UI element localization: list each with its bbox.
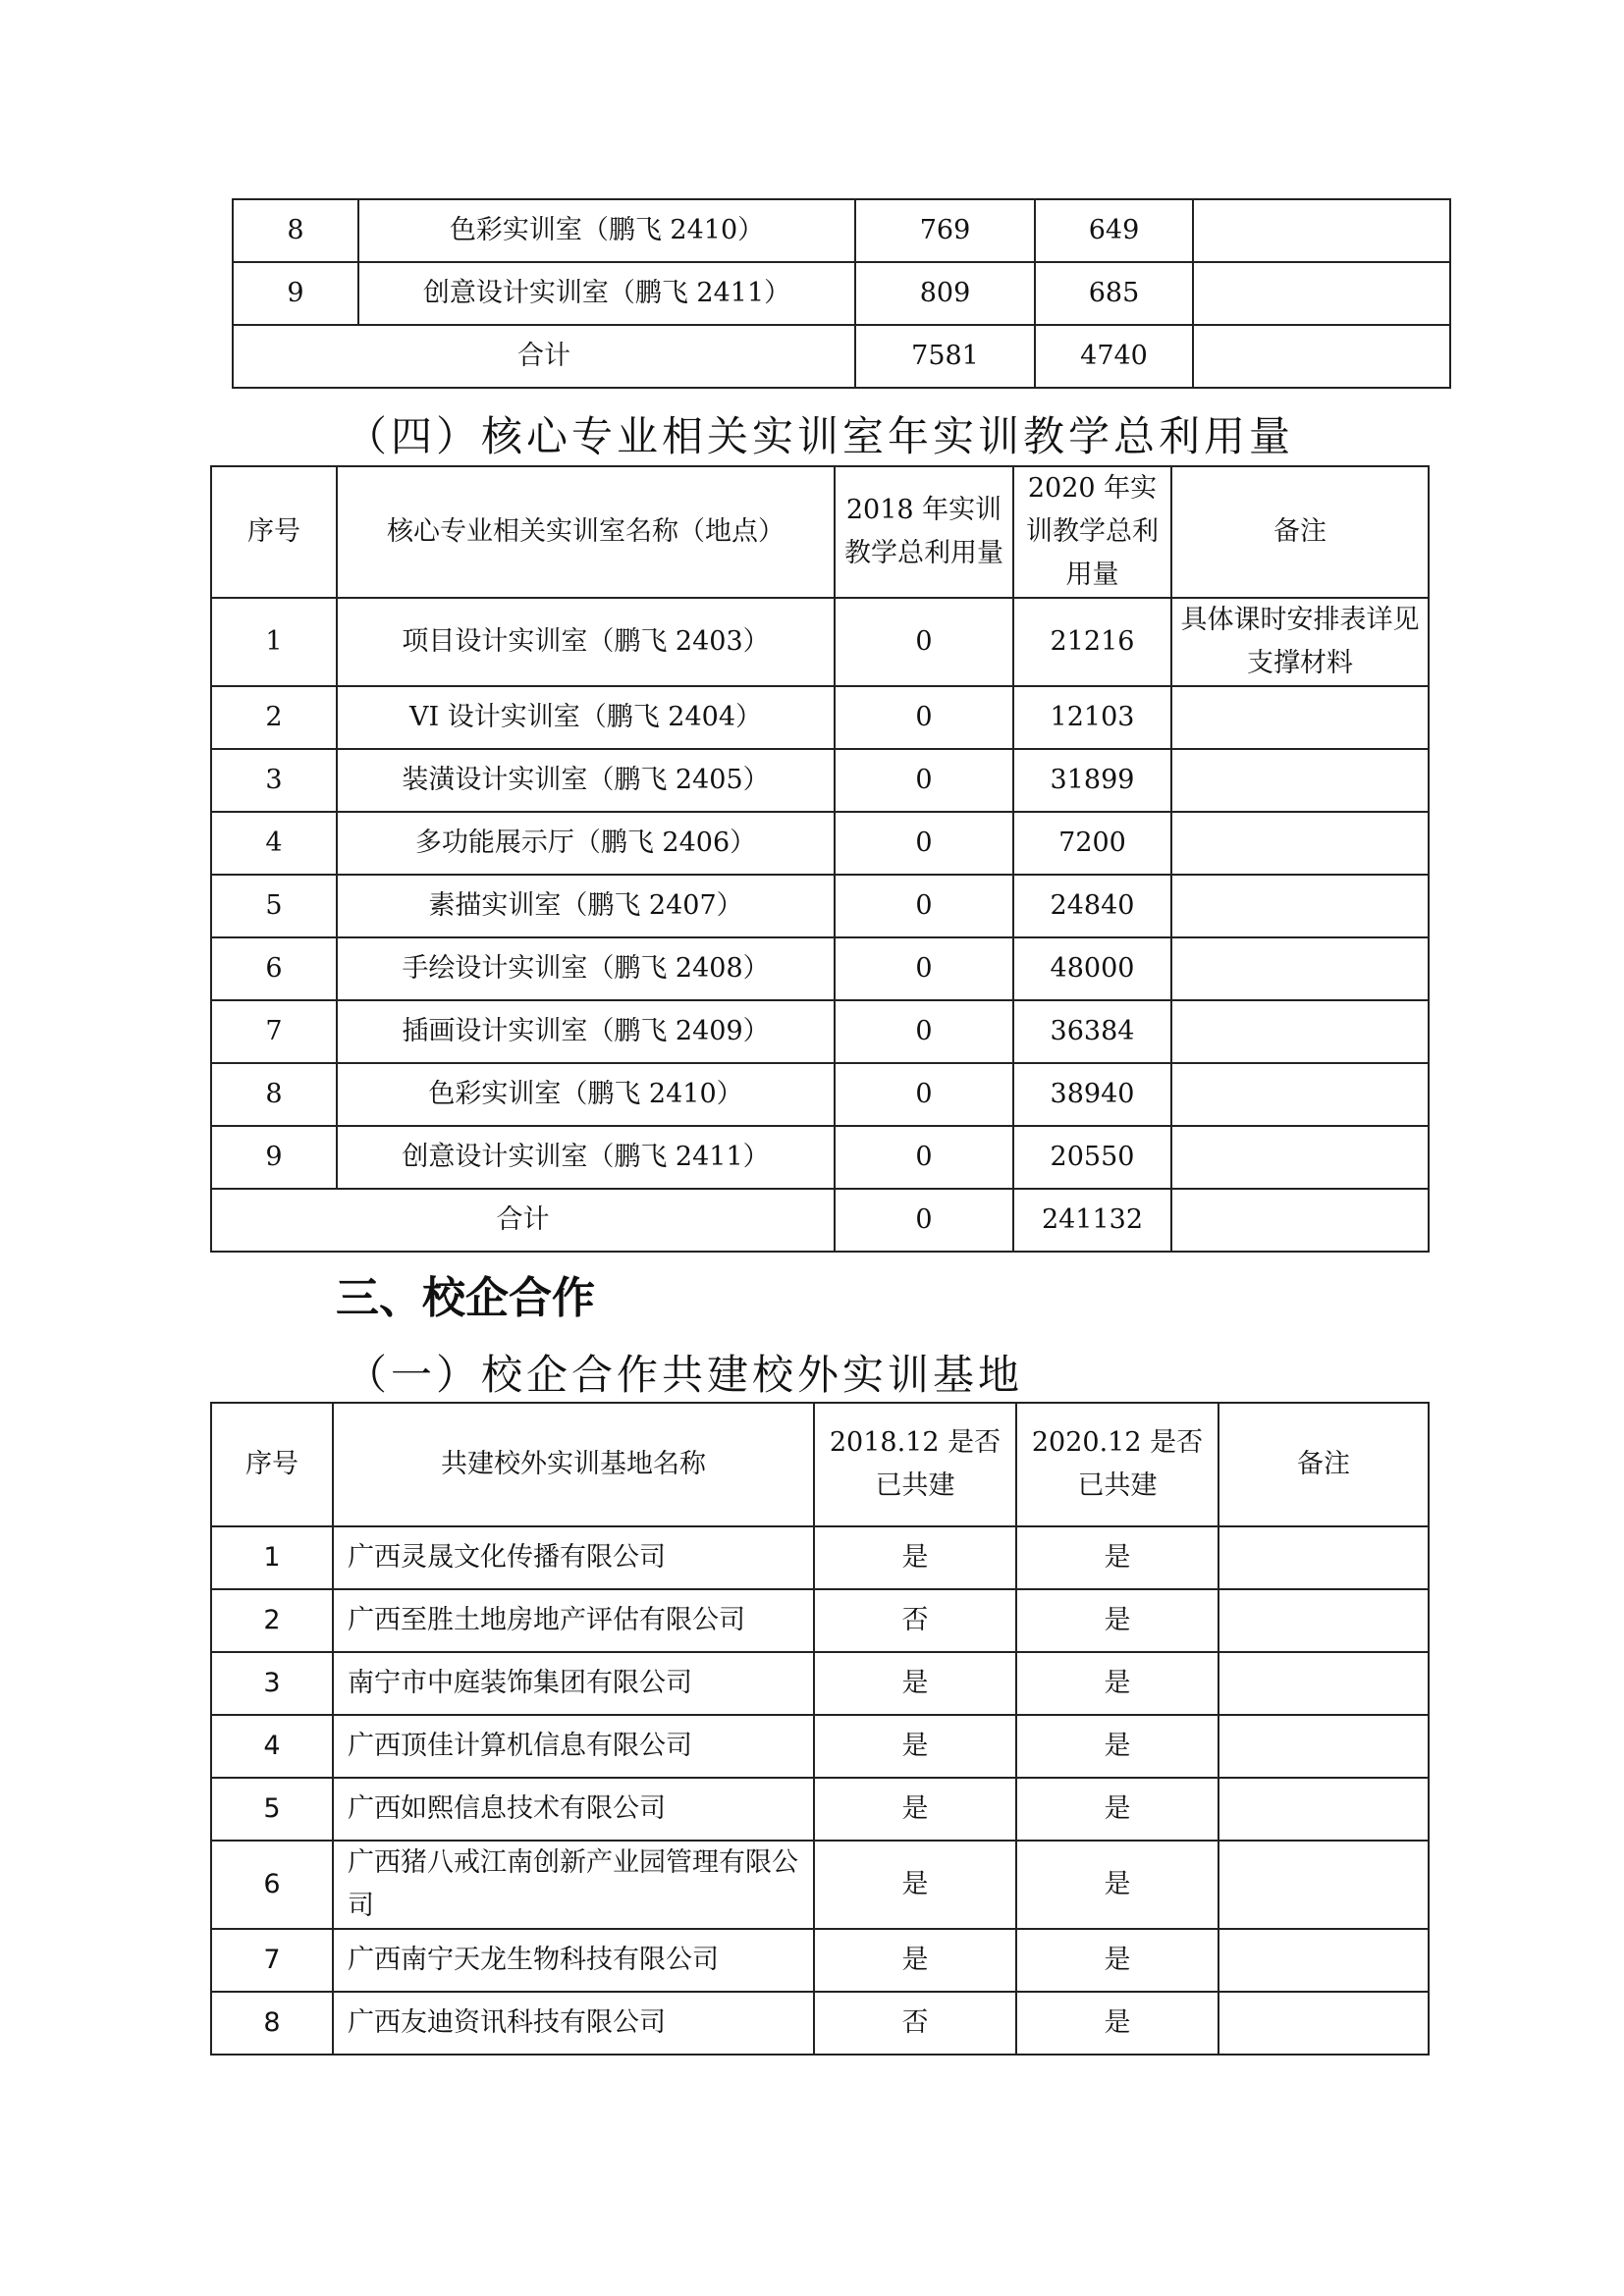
section-4-title: （四）核心专业相关实训室年实训教学总利用量 [346, 412, 1295, 460]
base-name: 广西友迪资讯科技有限公司 [333, 1992, 814, 2055]
header-row [211, 1403, 1429, 1526]
value-2020: 48000 [1013, 937, 1171, 1000]
section-3-1-title: （一）校企合作共建校外实训基地 [346, 1351, 1024, 1399]
row-number: 5 [211, 875, 337, 937]
base-name: 广西如熙信息技术有限公司 [333, 1778, 814, 1841]
row-number: 2 [211, 1589, 333, 1652]
value-2018: 0 [835, 686, 1013, 749]
table-row [211, 1000, 1429, 1063]
total-2018: 7581 [855, 325, 1035, 388]
note [1193, 199, 1450, 262]
table-row [211, 1526, 1429, 1589]
table-row [211, 937, 1429, 1000]
base-name: 广西灵晟文化传播有限公司 [333, 1526, 814, 1589]
header-name: 核心专业相关实训室名称（地点） [337, 466, 835, 598]
base-name: 广西顶佳计算机信息有限公司 [333, 1715, 814, 1778]
status-2018: 是 [814, 1715, 1016, 1778]
base-name: 广西南宁天龙生物科技有限公司 [333, 1929, 814, 1992]
row-number: 9 [211, 1126, 337, 1189]
row-number: 2 [211, 686, 337, 749]
row-number: 7 [211, 1929, 333, 1992]
note [1218, 1526, 1429, 1589]
value-2020: 685 [1035, 262, 1193, 325]
note [1171, 1063, 1429, 1126]
header-row [211, 466, 1429, 598]
row-number: 5 [211, 1778, 333, 1841]
section-3-title: 三、校企合作 [336, 1273, 595, 1323]
value-2020: 38940 [1013, 1063, 1171, 1126]
note [1218, 1778, 1429, 1841]
row-number: 3 [211, 1652, 333, 1715]
status-2020: 是 [1016, 1526, 1218, 1589]
table-row [211, 1126, 1429, 1189]
value-2020: 20550 [1013, 1126, 1171, 1189]
status-2020: 是 [1016, 1652, 1218, 1715]
lab-name: 创意设计实训室（鹏飞 2411） [337, 1126, 835, 1189]
header-no: 序号 [211, 1403, 333, 1526]
value-2018: 0 [835, 1126, 1013, 1189]
row-number: 8 [211, 1992, 333, 2055]
table-row [211, 1778, 1429, 1841]
table-row [211, 1652, 1429, 1715]
core-lab-usage-table [210, 465, 1430, 1253]
lab-name: 色彩实训室（鹏飞 2410） [337, 1063, 835, 1126]
note [1218, 1992, 1429, 2055]
lab-name: 项目设计实训室（鹏飞 2403） [337, 598, 835, 686]
table-row [211, 875, 1429, 937]
value-2020: 7200 [1013, 812, 1171, 875]
total-2018: 0 [835, 1189, 1013, 1252]
lab-name: VI 设计实训室（鹏飞 2404） [337, 686, 835, 749]
table-row [233, 262, 1450, 325]
total-label: 合计 [233, 325, 855, 388]
status-2020: 是 [1016, 1992, 1218, 2055]
value-2018: 809 [855, 262, 1035, 325]
lab-name: 插画设计实训室（鹏飞 2409） [337, 1000, 835, 1063]
base-name: 南宁市中庭装饰集团有限公司 [333, 1652, 814, 1715]
value-2018: 0 [835, 598, 1013, 686]
status-2020: 是 [1016, 1715, 1218, 1778]
value-2018: 0 [835, 1063, 1013, 1126]
row-number: 9 [233, 262, 358, 325]
table-row [211, 598, 1429, 686]
row-number: 4 [211, 812, 337, 875]
header-2018: 2018.12 是否已共建 [814, 1403, 1016, 1526]
note [1218, 1715, 1429, 1778]
status-2018: 否 [814, 1992, 1016, 2055]
value-2020: 31899 [1013, 749, 1171, 812]
value-2018: 0 [835, 812, 1013, 875]
status-2018: 是 [814, 1652, 1016, 1715]
value-2020: 21216 [1013, 598, 1171, 686]
total-label: 合计 [211, 1189, 835, 1252]
header-no: 序号 [211, 466, 337, 598]
table-row [211, 1715, 1429, 1778]
base-name: 广西猪八戒江南创新产业园管理有限公司 [333, 1841, 814, 1929]
value-2020: 24840 [1013, 875, 1171, 937]
total-row [233, 325, 1450, 388]
table-row [211, 1929, 1429, 1992]
header-note: 备注 [1218, 1403, 1429, 1526]
status-2020: 是 [1016, 1589, 1218, 1652]
note [1193, 262, 1450, 325]
note [1218, 1841, 1429, 1929]
value-2020: 12103 [1013, 686, 1171, 749]
lab-name: 色彩实训室（鹏飞 2410） [358, 199, 855, 262]
row-number: 6 [211, 937, 337, 1000]
table-row [211, 812, 1429, 875]
status-2018: 否 [814, 1589, 1016, 1652]
header-2018: 2018 年实训教学总利用量 [835, 466, 1013, 598]
status-2018: 是 [814, 1778, 1016, 1841]
status-2020: 是 [1016, 1778, 1218, 1841]
status-2020: 是 [1016, 1841, 1218, 1929]
note [1171, 937, 1429, 1000]
table-row [211, 1992, 1429, 2055]
table-row [211, 1589, 1429, 1652]
row-number: 8 [233, 199, 358, 262]
status-2018: 是 [814, 1841, 1016, 1929]
lab-name: 多功能展示厅（鹏飞 2406） [337, 812, 835, 875]
row-number: 1 [211, 1526, 333, 1589]
note [1171, 1126, 1429, 1189]
row-number: 3 [211, 749, 337, 812]
note [1171, 749, 1429, 812]
total-2020: 4740 [1035, 325, 1193, 388]
status-2020: 是 [1016, 1929, 1218, 1992]
total-note [1193, 325, 1450, 388]
note [1171, 875, 1429, 937]
value-2018: 769 [855, 199, 1035, 262]
header-2020: 2020 年实训教学总利用量 [1013, 466, 1171, 598]
note [1171, 812, 1429, 875]
note [1171, 1000, 1429, 1063]
row-number: 8 [211, 1063, 337, 1126]
table-row [211, 1841, 1429, 1929]
note: 具体课时安排表详见支撑材料 [1171, 598, 1429, 686]
header-note: 备注 [1171, 466, 1429, 598]
table-row [211, 686, 1429, 749]
table-row [211, 1063, 1429, 1126]
lab-usage-table-continued [232, 198, 1451, 389]
lab-name: 创意设计实训室（鹏飞 2411） [358, 262, 855, 325]
total-note [1171, 1189, 1429, 1252]
lab-name: 手绘设计实训室（鹏飞 2408） [337, 937, 835, 1000]
table-row [211, 749, 1429, 812]
header-name: 共建校外实训基地名称 [333, 1403, 814, 1526]
value-2018: 0 [835, 1000, 1013, 1063]
header-2020: 2020.12 是否已共建 [1016, 1403, 1218, 1526]
value-2020: 36384 [1013, 1000, 1171, 1063]
total-2020: 241132 [1013, 1189, 1171, 1252]
total-row [211, 1189, 1429, 1252]
value-2018: 0 [835, 749, 1013, 812]
note [1171, 686, 1429, 749]
note [1218, 1589, 1429, 1652]
value-2018: 0 [835, 937, 1013, 1000]
note [1218, 1929, 1429, 1992]
table-row [233, 199, 1450, 262]
row-number: 4 [211, 1715, 333, 1778]
row-number: 7 [211, 1000, 337, 1063]
base-name: 广西至胜土地房地产评估有限公司 [333, 1589, 814, 1652]
note [1218, 1652, 1429, 1715]
status-2018: 是 [814, 1929, 1016, 1992]
status-2018: 是 [814, 1526, 1016, 1589]
value-2020: 649 [1035, 199, 1193, 262]
lab-name: 装潢设计实训室（鹏飞 2405） [337, 749, 835, 812]
lab-name: 素描实训室（鹏飞 2407） [337, 875, 835, 937]
training-base-table [210, 1402, 1430, 2056]
row-number: 1 [211, 598, 337, 686]
value-2018: 0 [835, 875, 1013, 937]
row-number: 6 [211, 1841, 333, 1929]
